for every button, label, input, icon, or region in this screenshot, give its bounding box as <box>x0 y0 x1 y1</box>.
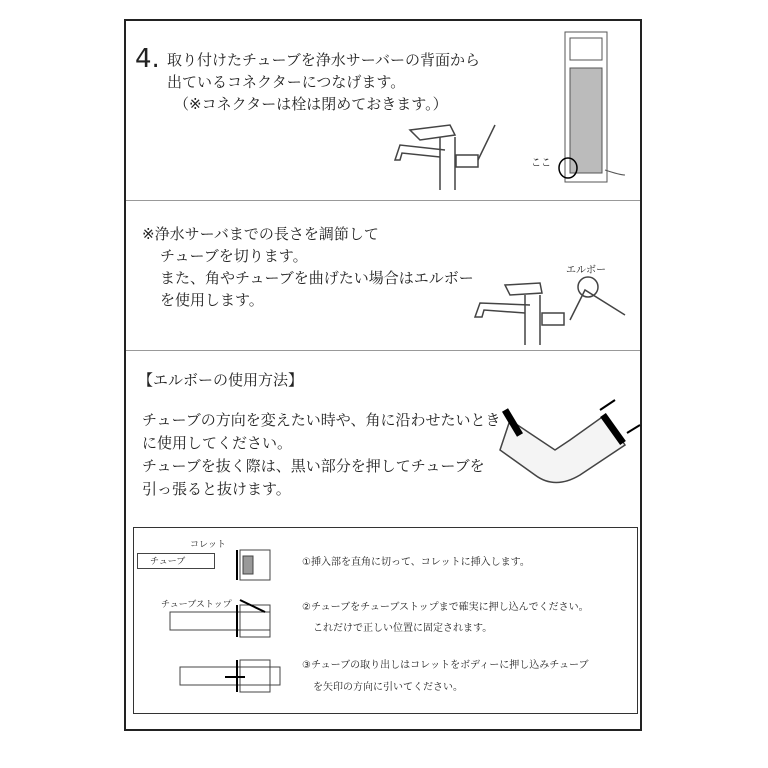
elbow-usage-line1: チューブの方向を変えたい時や、角に沿わせたいとき <box>142 411 501 429</box>
step-number: 4. <box>135 44 160 74</box>
step3-text-a: ③チューブの取り出しはコレットをボディーに押し込みチューブ <box>302 660 589 671</box>
collet-label: コレット <box>190 540 226 550</box>
divider <box>126 350 640 351</box>
elbow-fitting-illustration <box>495 395 645 490</box>
step4-line2: 出ているコネクターにつなげます。 <box>167 73 406 91</box>
faucet-elbow-illustration <box>470 275 640 345</box>
step2-text-b: これだけで正しい位置に固定されます。 <box>313 623 493 634</box>
elbow-usage-heading: 【エルボーの使用方法】 <box>138 371 304 389</box>
step4-line1: 取り付けたチューブを浄水サーバーの背面から <box>167 51 481 69</box>
faucet-illustration <box>390 115 510 190</box>
length-line2: チューブを切ります。 <box>160 247 308 265</box>
tube-label: チューブ <box>137 553 215 569</box>
length-line1: ※浄水サーバまでの長さを調節して <box>142 225 379 243</box>
step1-text: ①挿入部を直角に切って、コレットに挿入します。 <box>302 557 530 568</box>
length-line3: また、角やチューブを曲げたい場合はエルボー <box>160 269 474 287</box>
elbow-usage-line3: チューブを抜く際は、黒い部分を押してチューブを <box>142 457 485 475</box>
here-label: ここ <box>531 158 551 169</box>
tube-stop-label: チューブストップ <box>161 600 232 610</box>
water-server-illustration <box>555 30 635 190</box>
step4-note: （※コネクターは栓は閉めておきます。） <box>174 95 448 113</box>
length-line4: を使用します。 <box>160 291 264 309</box>
divider <box>126 200 640 201</box>
elbow-label: エルボー <box>566 265 606 276</box>
elbow-usage-line2: に使用してください。 <box>142 434 293 452</box>
elbow-usage-line4: 引っ張ると抜けます。 <box>142 480 291 498</box>
collet-illustrations <box>165 540 285 710</box>
step2-text-a: ②チューブをチューブストップまで確実に押し込んでください。 <box>302 602 589 613</box>
step3-text-b: を矢印の方向に引いてください。 <box>313 682 463 693</box>
